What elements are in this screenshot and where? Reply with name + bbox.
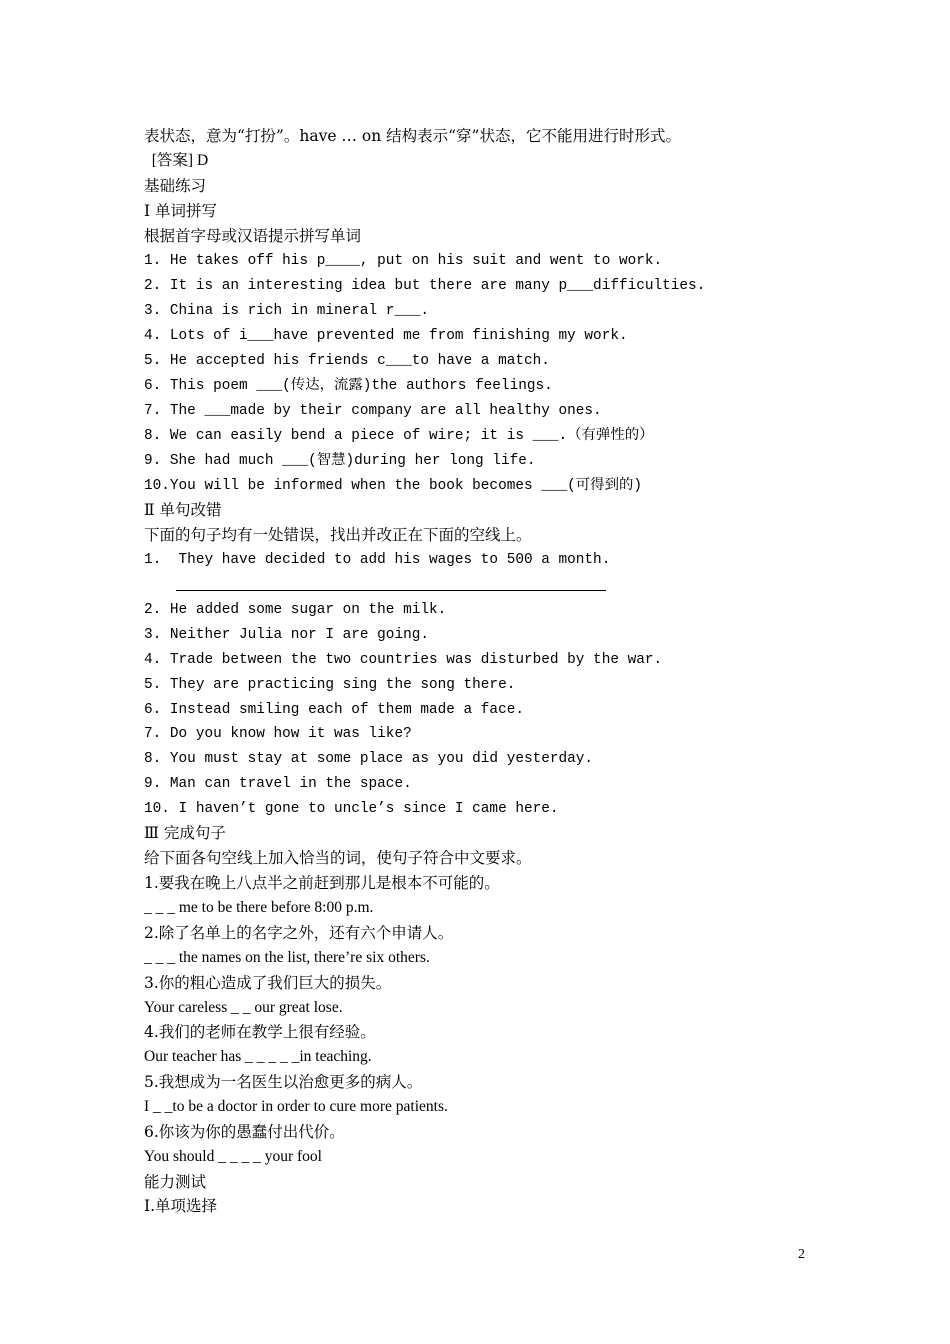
exercise-prompt: 5.我想成为一名医生以治愈更多的病人。 [144,1073,423,1091]
exercise-prompt: 6.你该为你的愚蠢付出代价。 [144,1123,345,1141]
section-instruction: 给下面各句空线上加入恰当的词，使句子符合中文要求。 [144,849,532,867]
exercise-item: 2. He added some sugar on the milk. [144,602,447,618]
exercise-item: 4. Trade between the two countries was disturbed by the war. [144,652,663,668]
exercise-sentence: You should _ _ _ _ your fool [144,1148,322,1165]
exercise-item: 7. The ___made by their company are all healthy ones. [144,403,602,419]
answer-line: [答案] D [144,152,209,169]
exercise-item: 8. You must stay at some place as you did yesterday. [144,751,594,767]
exercise-item: 10.You will be informed when the book becomes ___(可得到的) [144,478,642,494]
section-instruction: 根据首字母或汉语提示拼写单词 [144,227,362,245]
exercise-prompt: 4.我们的老师在教学上很有经验。 [144,1023,376,1041]
section-heading-error-correction: Ⅱ 单句改错 [144,501,222,519]
exercise-item: 6. Instead smiling each of them made a face. [144,702,524,718]
exercise-item: 4. Lots of i___have prevented me from finishing my work. [144,328,628,344]
exercise-item: 2. It is an interesting idea but there are many p___difficulties. [144,278,706,294]
exercise-sentence: I _ _to be a doctor in order to cure more patients. [144,1098,448,1115]
exercise-item: 5. They are practicing sing the song there. [144,677,516,693]
exercise-prompt: 3.你的粗心造成了我们巨大的损失。 [144,974,392,992]
section-heading-word-spelling: Ⅰ 单词拼写 [144,202,218,220]
exercise-item: 8. We can easily bend a piece of wire; it is ___.（有弹性的） [144,428,654,444]
exercise-sentence: _ _ _ the names on the list, there’re six others. [144,949,430,966]
exercise-prompt: 2.除了名单上的名字之外，还有六个申请人。 [144,924,454,942]
section-heading-ability-test: 能力测试 [144,1173,207,1191]
exercise-sentence: _ _ _ me to be there before 8:00 p.m. [144,899,374,916]
exercise-item: 9. Man can travel in the space. [144,776,412,792]
section-instruction: 下面的句子均有一处错误，找出并改正在下面的空线上。 [144,526,532,544]
exercise-item: 10. I haven’t gone to uncle’s since I came here. [144,801,559,817]
exercise-item: 3. Neither Julia nor I are going. [144,627,429,643]
exercise-prompt: 1.要我在晚上八点半之前赶到那儿是根本不可能的。 [144,874,500,892]
exercise-item: 9. She had much ___(智慧)during her long life. [144,453,536,469]
section-heading-complete-sentences: Ⅲ 完成句子 [144,824,226,842]
exercise-sentence: Our teacher has _ _ _ _ _in teaching. [144,1048,372,1065]
explanation-text: 表状态，意为“打扮”。have … on 结构表示“穿”状态，它不能用进行时形式。 [144,127,681,145]
page-number: 2 [798,1247,805,1262]
answer-blank-line [176,590,606,591]
section-heading-multiple-choice: Ⅰ.单项选择 [144,1197,218,1215]
exercise-item: 7. Do you know how it was like? [144,726,412,742]
exercise-sentence: Your careless _ _ our great lose. [144,999,343,1016]
exercise-item: 3. China is rich in mineral r___. [144,303,429,319]
exercise-item: 5. He accepted his friends c___to have a match. [144,353,550,369]
exercise-item: 1. They have decided to add his wages to 500 a month. [144,552,611,568]
exercise-item: 6. This poem ___(传达，流露)the authors feelings. [144,378,553,394]
section-heading-basic-practice: 基础练习 [144,177,207,195]
exercise-item: 1. He takes off his p____, put on his suit and went to work. [144,253,663,269]
